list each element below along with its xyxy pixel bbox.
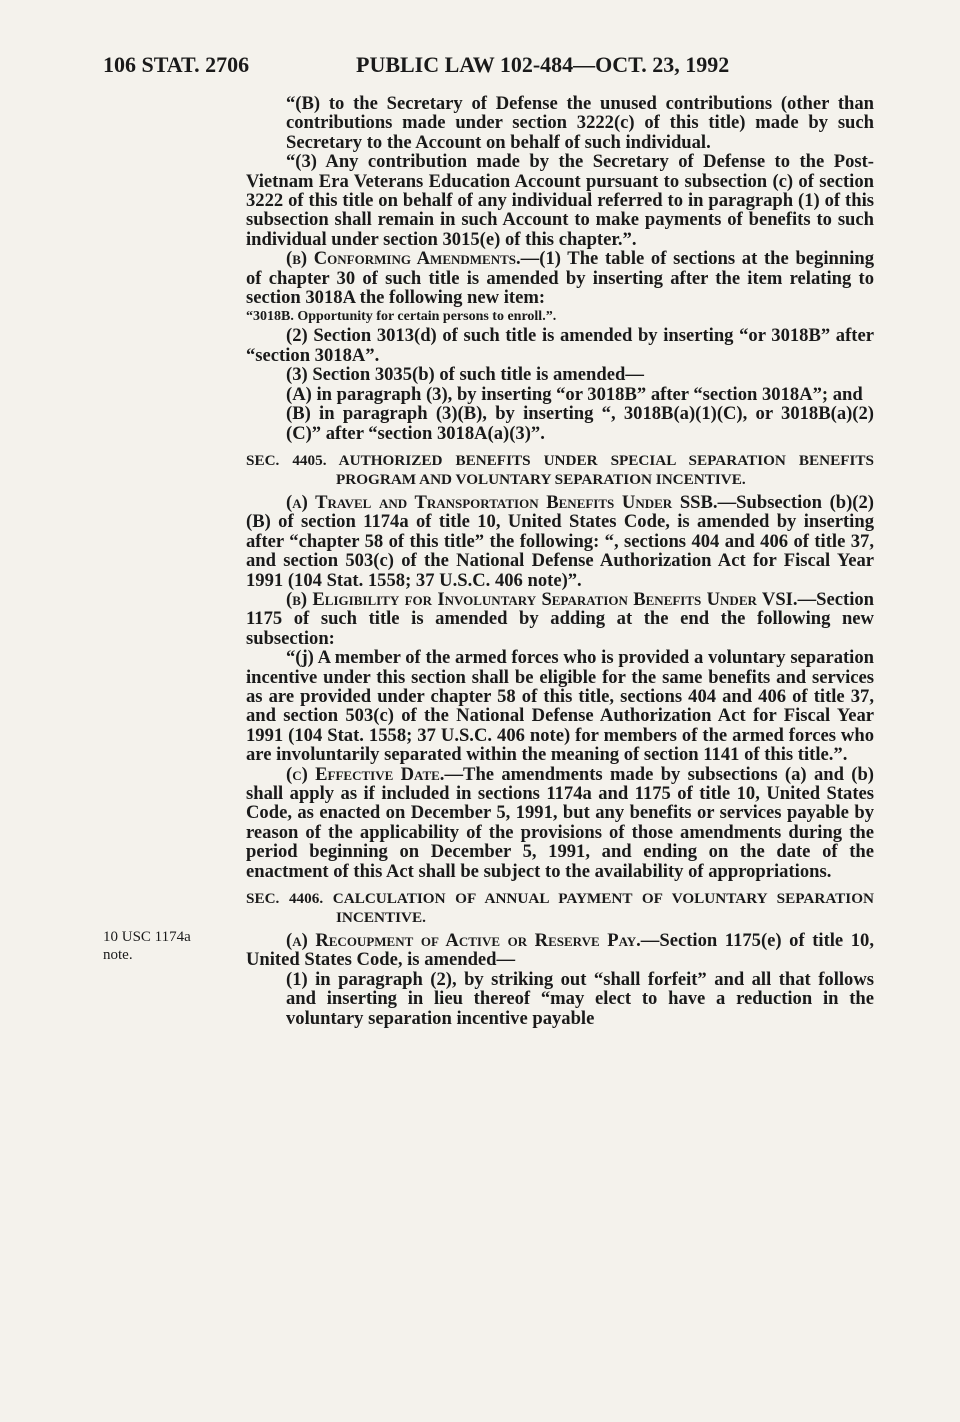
subsection-heading: (a) Recoupment of Active or Reserve Pay.: [286, 930, 641, 952]
page-header: [0, 52, 960, 92]
para-2-section-3013: (2) Section 3013(d) of such title is amended by inserting “or 3018B” after “section 3018A”.: [246, 325, 874, 366]
para-3-contribution: “(3) Any contribution made by the Secretary of Defense to the Post-Vietnam Era Veterans Education Account pursuant to subsection (c) of section 3222 of this title on behalf of any individual referred to in paragraph (1) of this subsection shall remain in such Account to make payments of benefits to such individual under section 3015(e) of this chapter.”.: [246, 151, 874, 250]
subsection-text: —Section 1175(e) of title 10, United States Code, is amended—: [246, 930, 874, 971]
margin-citation-line2: note.: [103, 947, 133, 963]
para-j-member: “(j) A member of the armed forces who is provided a voluntary separation incentive under this section shall be eligible for the same benefits and services as are provided under chapter 58 of this title, sections 404 and 406 of title 37, and section 503(c) of the National Defense Authorization Act for Fiscal Year 1991 (104 Stat. 1558; 37 U.S.C. 406 note) for members of the armed forces who are involuntarily separated within the meaning of section 1141 of this title.”.: [246, 647, 874, 766]
section-4405-heading: SEC. 4405. AUTHORIZED BENEFITS UNDER SPECIAL SEPARATION BENEFITS PROGRAM AND VOLUNTARY SEPARATION INCENTIVE.: [246, 451, 874, 488]
subsection-text: —The amendments made by subsections (a) and (b) shall apply as if included in sections 1174a and 1175 of title 10, United States Code, as enacted on December 5, 1991, but any benefits or services payable by reason of the applicability of the provisions of those amendments during the period beginning on December 5, 1991, and ending on the date of the enactment of this Act shall be subject to the availability of appropriations.: [246, 763, 875, 882]
para-b-paragraph-3b: (B) in paragraph (3)(B), by inserting “, 3018B(a)(1)(C), or 3018B(a)(2)(C)” after “section 3018A(a)(3)”.: [286, 403, 874, 444]
para-conforming-amendments: [246, 249, 874, 307]
subsection-text: —(1) The table of sections at the beginning of chapter 30 of such title is amended by inserting after the item relating to section 3018A the following new item:: [246, 248, 875, 309]
para-a-paragraph-3: (A) in paragraph (3), by inserting “or 3018B” after “section 3018A”; and: [286, 383, 863, 405]
para-b-secretary: “(B) to the Secretary of Defense the unused contributions (other than contributions made under section 3222(c) of this title) made by such Secretary to the Account on behalf of such individual.: [286, 93, 874, 153]
para-eligibility-vsi: [246, 590, 874, 648]
subsection-text: —Subsection (b)(2)(B) of section 1174a of title 10, United States Code, is amended by inserting after “chapter 58 of this title” the following: “, sections 404 and 406 of title 37, and section 503(c) of the National Defense Authorization Act for Fiscal Year 1991 (104 Stat. 1558; 37 U.S.C. 406 note)”.: [246, 491, 874, 591]
statute-body: [246, 94, 874, 1028]
margin-citation-line1: 10 USC 1174a: [103, 929, 191, 945]
margin-citation: [103, 928, 223, 964]
para-recoupment: [246, 931, 874, 970]
subsection-heading: (c) Effective Date.: [286, 763, 445, 785]
subsection-text: —Section 1175 of such title is amended by adding at the end the following new subsection:: [246, 588, 874, 649]
section-4406-heading: SEC. 4406. CALCULATION OF ANNUAL PAYMENT OF VOLUNTARY SEPARATION INCENTIVE.: [246, 890, 874, 927]
subsection-heading: (a) Travel and Transportation Benefits Under SSB.: [286, 491, 718, 513]
new-table-item: “3018B. Opportunity for certain persons to enroll.”.: [246, 309, 557, 325]
para-effective-date: [246, 765, 874, 881]
subsection-heading: (b) Eligibility for Involuntary Separation Benefits Under VSI.: [286, 588, 798, 610]
stat-page-number: 106 STAT. 2706: [103, 52, 250, 77]
subsection-heading: (b) Conforming Amendments.: [286, 248, 521, 270]
para-3-section-3035: (3) Section 3035(b) of such title is amended—: [286, 364, 644, 386]
public-law-title: PUBLIC LAW 102-484—OCT. 23, 1992: [356, 52, 730, 77]
para-1-paragraph-2: (1) in paragraph (2), by striking out “shall forfeit” and all that follows and inserting in lieu thereof “may elect to have a reduction in the voluntary separation incentive payable: [286, 968, 874, 1029]
para-travel-benefits: [246, 493, 874, 590]
